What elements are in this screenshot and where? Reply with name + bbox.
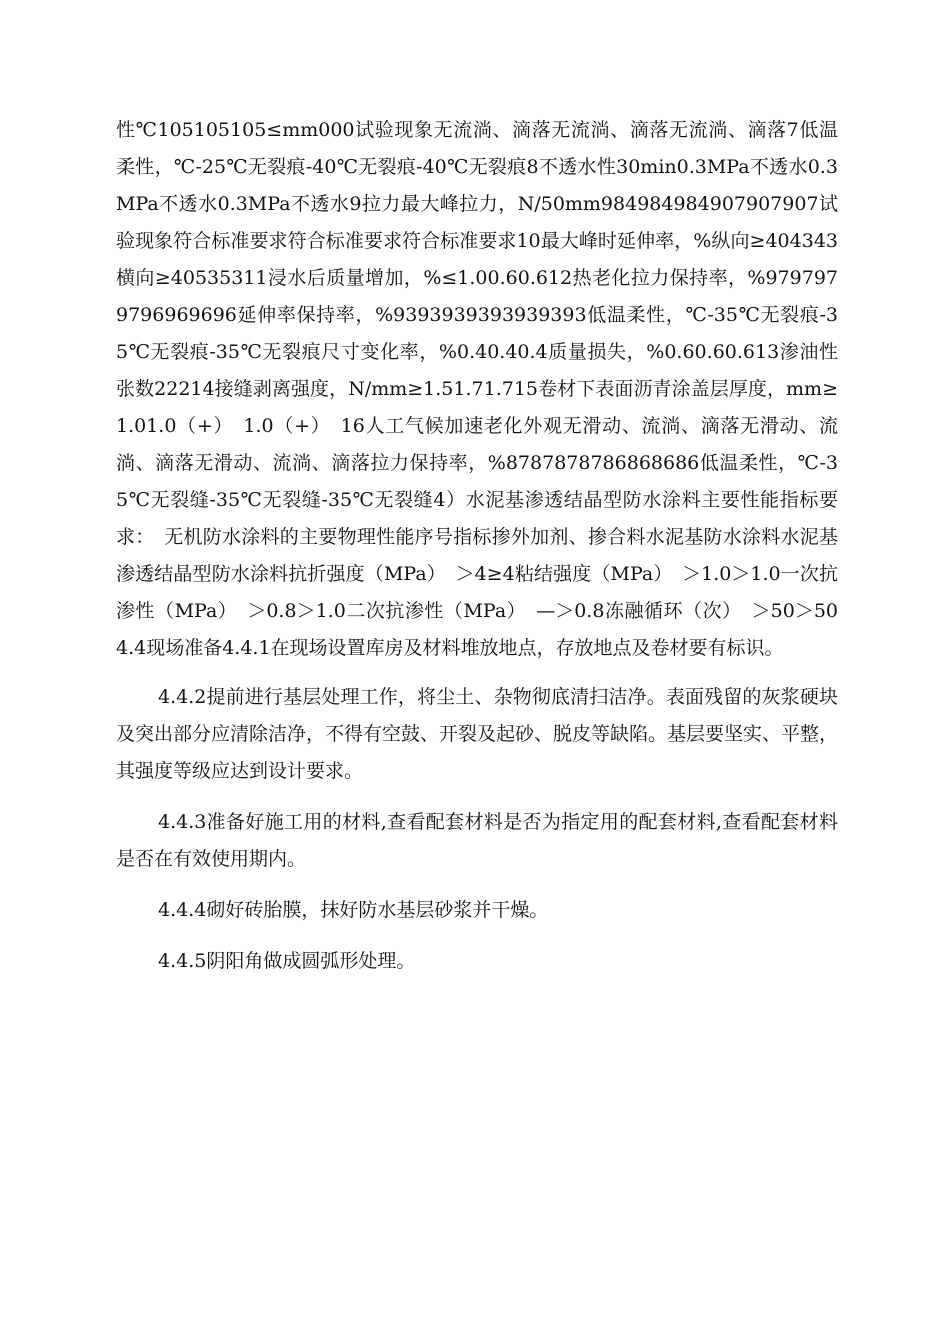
paragraph-4-4-2: 4.4.2提前进行基层处理工作，将尘土、杂物彻底清扫洁净。表面残留的灰浆硬块及突出部分应清除洁净，不得有空鼓、开裂及起砂、脱皮等缺陷。基层要坚实、平整，其强度等级应达到设计要求。	[116, 686, 839, 782]
paragraph-4-4-4: 4.4.4砌好砖胎膜，抹好防水基层砂浆并干燥。	[158, 899, 549, 921]
paragraph-4-4-3: 4.4.3准备好施工用的材料,查看配套材料是否为指定用的配套材料,查看配套材料是否在有效使用期内。	[116, 811, 838, 870]
document-body	[116, 112, 838, 980]
paragraph-4-4-5: 4.4.5阴阳角做成圆弧形处理。	[158, 950, 416, 972]
paragraph-specs: 性℃105105105≤mm000试验现象无流淌、滴落无流淌、滴落无流淌、滴落7低温柔性，℃-25℃无裂痕-40℃无裂痕-40℃无裂痕8不透水性30min0.3MPa不透水0.3MPa不透水0.3MPa不透水9拉力最大峰拉力，N/50mm984984984907907907试验现象符合标准要求符合标准要求符合标准要求10最大峰时延伸率，%纵向≥404343横向≥40535311浸水后质量增加，%≤1.00.60.612热老化拉力保持率，%9797979796969696延伸率保持率，%9393939393939393低温柔性，℃-35℃无裂痕-35℃无裂痕-35℃无裂痕尺寸变化率，%0.40.40.4质量损失，%0.60.60.613渗油性张数22214接缝剥离强度，N/mm≥1.51.71.715卷材下表面沥青涂盖层厚度，mm≥1.01.0（+） 1.0（+） 16人工气候加速老化外观无滑动、流淌、滴落无滑动、流淌、滴落无滑动、流淌、滴落拉力保持率，%8787878786868686低温柔性，℃-35℃无裂缝-35℃无裂缝-35℃无裂缝4）水泥基渗透结晶型防水涂料主要性能指标要求： 无机防水涂料的主要物理性能序号指标掺外加剂、掺合料水泥基防水涂料水泥基渗透结晶型防水涂料抗折强度（MPa） ＞4≥4粘结强度（MPa） ＞1.0＞1.0一次抗渗性（MPa） ＞0.8＞1.0二次抗渗性（MPa） —＞0.8冻融循环（次） ＞50＞504.4现场准备4.4.1在现场设置库房及材料堆放地点，存放地点及卷材要有标识。	[116, 119, 838, 659]
